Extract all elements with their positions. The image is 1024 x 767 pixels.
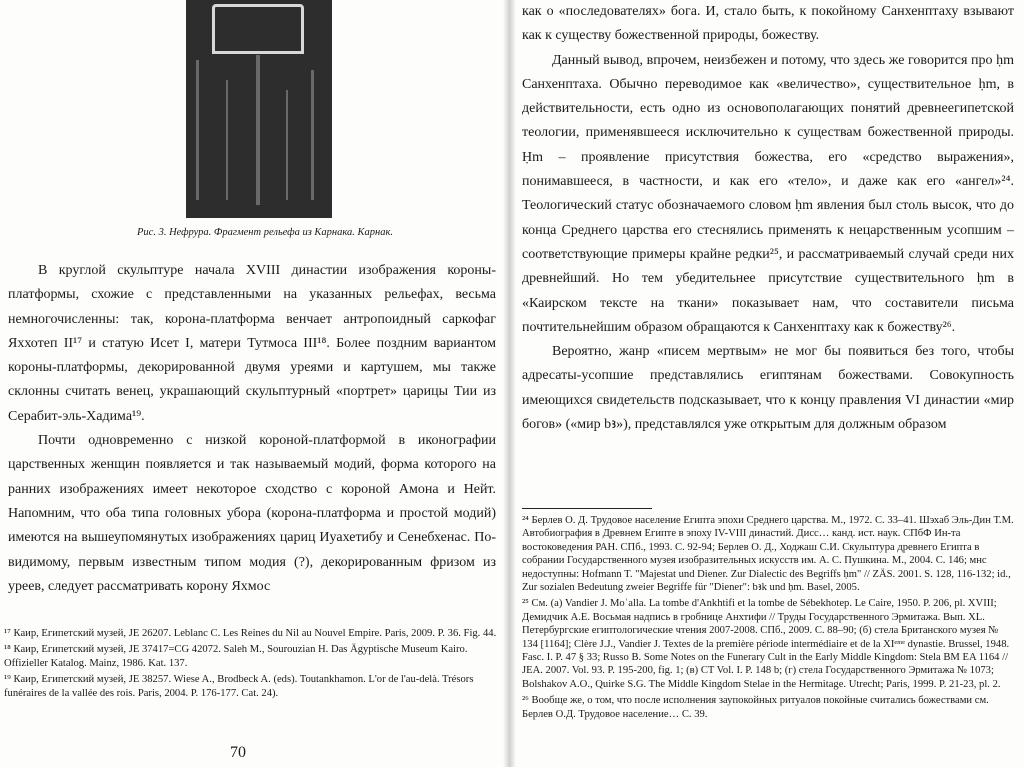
paragraph: как о «последователях» бога. И, стало быть, к покойному Санхенптаху взывают как к существу божественной природы, божеству. [522, 4, 1014, 44]
footnote: ²⁶ Вообще же, о том, что после исполнения заупокойных ритуалов покойные считались божествами см. Берлев О.Д. Трудовое население… С. 39. [522, 695, 989, 720]
left-footnotes [4, 627, 500, 703]
relief-photo [186, 0, 332, 218]
footnote-separator [522, 508, 652, 509]
footnote: ¹⁸ Каир, Египетский музей, JE 37417=CG 42072. Saleh M., Sourouzian H. Das Ägyptische Museum Kairo. Offizieller Katalog. Mainz, 1986. Kat. 137. [4, 644, 468, 669]
figure-caption: Рис. 3. Нефрура. Фрагмент рельефа из Карнака. Карнак. [137, 227, 393, 238]
paragraph: Данный вывод, впрочем, неизбежен и потому, что здесь же говорится про ḥm Санхенптаха. Обычно переводимое как «величество», существительное ḥm, в действительности, есть одно из основополагающих понятий древнеегипетской теологии, применявшееся исключительно к существам божественной природы. Ḥm – проявление присутствия божества, его «средство выражения», понимавшееся, в частности, и как его «тело», и даже как его «ангел»²⁴. Теологический статус обозначаемого словом ḥm явления был столь высок, что до конца Среднего царства его стеснялись применять к нецарственным усопшим – соответствующие примеры крайне редки²⁵, и рассматриваемый случай среди них древнейший. Но тем убедительнее присутствие существительного ḥm в «Каирском тексте на ткани» показывает нам, что составители письма почтительнейшим образом обращаются к Санхенптаху как к божеству²⁶. [522, 52, 1014, 335]
relief-texture [256, 55, 260, 205]
footnote: ²⁵ См. (а) Vandier J. Moʿalla. La tombe d'Ankhtifi et la tombe de Sébekhotep. Le Caire, 1950. P. 206, pl. XVIII; Демидчик А.Е. Восьмая надпись в гробнице Анхтифи // Труды Государственного Эрмитажа. Вып. XL. Петербургские египтологические чтения 2007-2008. СПб., 2009. С. 88–90; (б) стела Британского музея № 134 [1164]; Clère J.J., Vandier J. Textes de la première période intermédiaire et de la XIᵉᵐᵉ dynastie. Brussel, 1948. Fasc. I. P. 47 § 33; Russo B. Some Notes on the Funerary Cult in the Early Middle Kingdom: Stela BM EA 1164 // JEA. 2007. Vol. 93. P. 195-200, fig. 1; (в) CT Vol. I. P. 148 b; (г) стела Государственного Эрмитажа № 1073; Bolshakov A.O., Quirke S.G. The Middle Kingdom Stelae in the Hermitage. Utrecht; Paris, 1999. P. 21-23, pl. 2. [522, 598, 1010, 690]
left-body-text [8, 259, 496, 599]
footnote: ²⁴ Берлев О. Д. Трудовое население Египта эпохи Среднего царства. М., 1972. С. 33–41. Шэхаб Эль-Дин Т.М. Автобиография в Древнем Египте в эпоху IV-VIII династий. Дисс… канд. ист. наук. СПбФ Ин-та востоковедения РАН. СПб., 1993. С. 92-94; Берлев О. Д., Ходжаш С.И. Скульптура древнего Египта в собрании Государственного музея изобразительных искусств им. А. С. Пушкина. М., 2004. С. 146; мнс недоступны: Hofmann T. "Majestat und Diener. Zur Dialectic des Begriffs ḥm" // ZÄS. 2001. S. 128, 116-132; id., Zur sozialen Bedeutung zweier Begriffe für "Diener": bꜣk und ḥm. Basel, 2005. [522, 515, 1014, 594]
page-number: 70 [230, 744, 246, 761]
footnote: ¹⁹ Каир, Египетский музей, JE 38257. Wiese A., Brodbeck A. (eds). Toutankhamon. L'or de l'au-delà. Trésors funéraires de la vallée des rois. Paris, 2004. P. 176-177. Cat. 24). [4, 674, 474, 699]
right-body-text [522, 0, 1014, 437]
right-page [512, 0, 1024, 767]
footnote: ¹⁷ Каир, Египетский музей, JE 26207. Leblanc C. Les Reines du Nil au Nouvel Empire. Paris, 2009. P. 36. Fig. 44. [4, 628, 497, 639]
paragraph: Почти одновременно с низкой короной-платформой в иконографии царственных женщин появляется и так называемый модий, форма которого на ранних изображениях имеет некоторое сходство с короной Амона и Нейт. Напомним, что оба типа головных убора (корона-платформа и простой модий) имеются на вышеупомянутых изображениях цариц Иуахетибу и Сенебхенас. По-видимому, первым известным типом модия (?), декорированным фризом из уреев, следует рассматривать корону Яхмос [8, 433, 496, 594]
relief-texture [311, 70, 314, 200]
paragraph: Вероятно, жанр «писем мертвым» не мог бы появиться без того, чтобы адресаты-усопшие представлялись египтянам божествами. Совокупность имеющихся свидетельств подсказывает, что к концу правления VI династии «мир богов» («мир bꜣ»), представлялся уже открытым для должным образом [522, 344, 1014, 433]
paragraph: В круглой скульптуре начала XVIII династии изображения короны-платформы, схожие с представленными на указанных рельефах, весьма немногочисленны: так, корона-платформа венчает антропоидный саркофаг Яххотеп II¹⁷ и статую Исет I, матери Тутмоса III¹⁸. Более поздним вариантом короны-платформы, декорированной двумя уреями и картушем, мы также склонны считать венец, украшающий скульптурный «портрет» царицы Тии из Серабит-эль-Хадима¹⁹. [8, 263, 496, 424]
relief-texture [196, 60, 199, 200]
cartouche-fragment [212, 4, 304, 54]
left-page [0, 0, 505, 767]
relief-texture [286, 90, 288, 200]
relief-texture [226, 80, 228, 200]
right-footnotes [522, 514, 1016, 724]
